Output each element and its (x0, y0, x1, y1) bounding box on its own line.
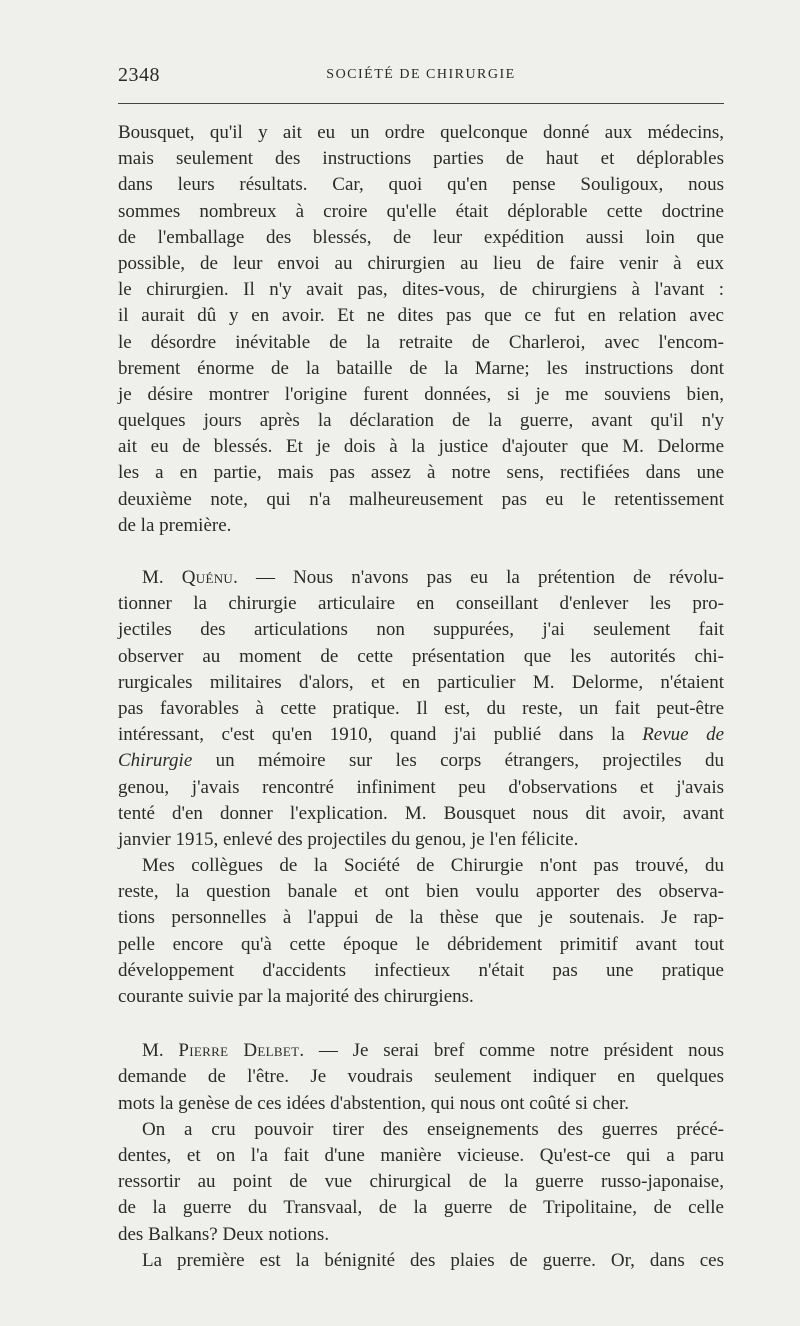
text-line: sommes nombreux à croire qu'elle était déplorable cette doctrine (118, 200, 724, 222)
text-line: genou, j'avais rencontré infiniment peu d'observations et j'avais (118, 776, 724, 798)
text-line: Bousquet, qu'il y ait eu un ordre quelconque donné aux médecins, (118, 122, 724, 143)
paragraph-bousquet-continuation (118, 120, 724, 539)
text-line: tenté d'en donner l'explication. M. Bousquet nous dit avoir, avant (118, 802, 724, 824)
text-line: jectiles des articulations non suppurées, j'ai seulement fait (118, 619, 724, 641)
journal-title: Chirurgie (118, 750, 193, 772)
paragraph-delbet (118, 1038, 724, 1117)
text-line: tions personnelles à l'appui de la thèse que je soutenais. Je rap- (118, 907, 724, 929)
text-line: rurgicales militaires d'alors, et en particulier M. Delorme, n'étaient (118, 671, 724, 693)
text-line: quelques jours après la déclaration de la guerre, avant qu'il n'y (118, 410, 724, 432)
page-number: 2348 (118, 64, 160, 86)
paragraph-delbet-3 (118, 1248, 724, 1274)
text-line: dans leurs résultats. Car, quoi qu'en pense Souligoux, nous (118, 174, 724, 196)
text-line: La première est la bénignité des plaies de guerre. Or, dans ces (142, 1249, 724, 1271)
text-line: observer au moment de cette présentation que les autorités chi- (118, 645, 724, 667)
paragraph-delbet-2 (118, 1117, 724, 1248)
text-line: pas favorables à cette pratique. Il est, du reste, un fait peut-être (118, 697, 724, 719)
text-line: possible, de leur envoi au chirurgien au lieu de faire venir à eux (118, 252, 724, 274)
text-line: de l'emballage des blessés, de leur expédition aussi loin que (118, 226, 724, 248)
text-segment: intéressant, c'est qu'en 1910, quand j'ai publié dans la (118, 724, 625, 746)
text-line: le désordre inévitable de la retraite de Charleroi, avec l'encom- (118, 331, 724, 353)
text-line: les a en partie, mais pas assez à notre sens, rectifiées dans une (118, 462, 724, 484)
text-line: janvier 1915, enlevé des projectiles du genou, je l'en félicite. (118, 828, 579, 850)
text-line: courante suivie par la majorité des chirurgiens. (118, 986, 474, 1007)
text-line: reste, la question banale et ont bien voulu apporter des observa- (118, 881, 724, 903)
text-line: développement d'accidents infectieux n'était pas une pratique (118, 959, 724, 981)
text-line: il aurait dû y en avoir. Et ne dites pas que ce fut en relation avec (118, 305, 724, 327)
text-line: deuxième note, qui n'a malheureusement pas eu le retentissement (118, 488, 724, 510)
speech-start: . — Je serai bref comme notre président nous (299, 1040, 724, 1062)
text-line: demande de l'être. Je voudrais seulement indiquer en quelques (118, 1066, 724, 1088)
text-line: des Balkans? Deux notions. (118, 1223, 330, 1245)
paragraph-quenu-2 (118, 853, 724, 1010)
text-line: de la guerre du Transvaal, de la guerre de Tripolitaine, de celle (118, 1197, 724, 1219)
text-line: je désire montrer l'origine furent données, si je me souviens bien, (118, 383, 724, 405)
page-header (118, 64, 724, 94)
text-line: mots la genèse de ces idées d'abstention, qui nous ont coûté si cher. (118, 1092, 630, 1114)
body-text (118, 120, 724, 1274)
text-line: tionner la chirurgie articulaire en conseillant d'enlever les pro- (118, 593, 724, 615)
text-line (118, 1038, 724, 1064)
text-line: On a cru pouvoir tirer des enseignements des guerres précé- (142, 1118, 724, 1140)
text-line (118, 565, 724, 591)
speaker-name: Quénu (181, 567, 234, 588)
text-line: mais seulement des instructions parties de haut et déplorables (118, 148, 724, 170)
text-line (118, 722, 724, 748)
text-line: Mes collègues de la Société de Chirurgie n'ont pas trouvé, du (142, 855, 724, 877)
text-line: ait eu de blessés. Et je dois à la justice d'ajouter que M. Delorme (118, 436, 724, 458)
text-line: dentes, et on l'a fait d'une manière vicieuse. Qu'est-ce qui a paru (118, 1144, 724, 1166)
text-line: le chirurgien. Il n'y avait pas, dites-vous, de chirurgiens à l'avant : (118, 279, 724, 301)
speaker-prefix: M. (142, 567, 182, 588)
paragraph-quenu (118, 565, 724, 853)
text-line: ressortir au point de vue chirurgical de la guerre russo-japonaise, (118, 1171, 724, 1193)
text-line: pelle encore qu'à cette époque le débridement primitif avant tout (118, 933, 724, 955)
speaker-prefix: M. (142, 1040, 179, 1062)
text-line: de la première. (118, 514, 232, 536)
text-line: brement énorme de la bataille de la Marne; les instructions dont (118, 357, 724, 379)
speech-start: . — Nous n'avons pas eu la prétention de révolu- (233, 567, 724, 588)
text-line (118, 748, 724, 774)
speaker-name: Pierre Delbet (178, 1040, 300, 1062)
header-rule (118, 103, 724, 104)
journal-title: Revue de (642, 724, 725, 746)
text-segment: un mémoire sur les corps étrangers, projectiles du (192, 750, 724, 772)
running-head: SOCIÉTÉ DE CHIRURGIE (326, 67, 516, 82)
